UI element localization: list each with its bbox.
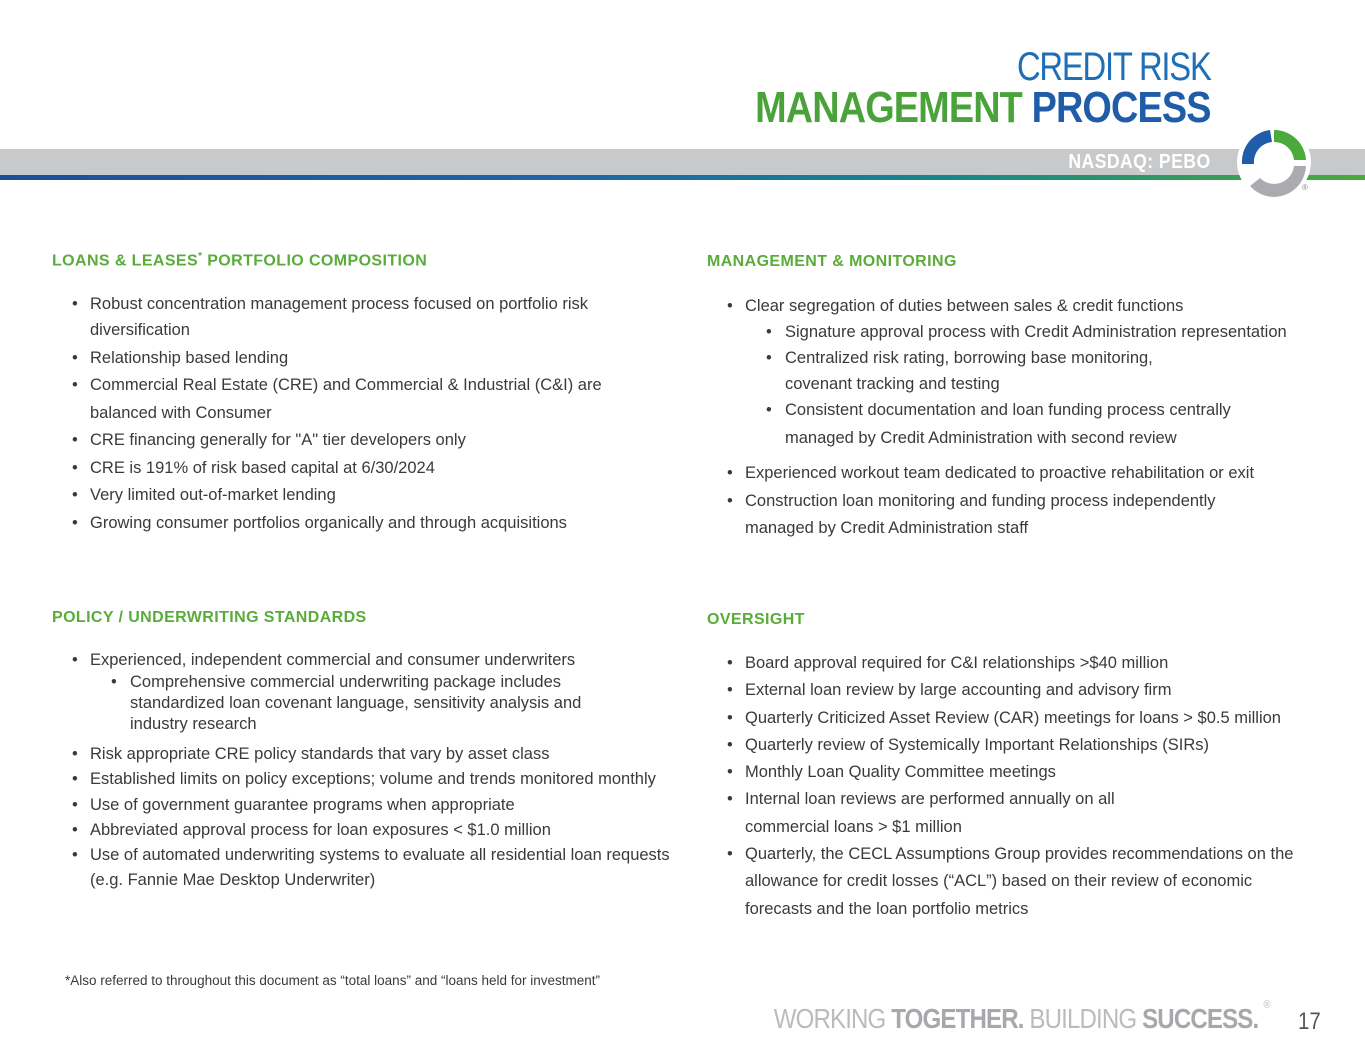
sub-list-item: • Signature approval process with Credit Administration representation xyxy=(745,319,1320,345)
list-item: • External loan review by large accounting and advisory firm xyxy=(707,677,1327,704)
policy-section-title: POLICY / UNDERWRITING STANDARDS xyxy=(52,609,367,626)
title-line-1: CREDIT RISK xyxy=(1017,45,1211,89)
management-section-title: MANAGEMENT & MONITORING xyxy=(707,253,957,270)
company-logo xyxy=(1230,124,1316,200)
policy-list xyxy=(52,648,712,894)
list-item: • Quarterly Criticized Asset Review (CAR) meetings for loans > $0.5 million xyxy=(707,705,1327,732)
sub-list-item: • Comprehensive commercial underwriting package includes standardized loan covenant language, sensitivity analysis and industry research xyxy=(90,672,590,735)
logo-icon xyxy=(1230,124,1316,200)
ticker-label: NASDAQ: PEBO xyxy=(1068,151,1211,173)
tagline xyxy=(774,999,1270,1035)
title-word-process: PROCESS xyxy=(1031,83,1211,132)
title-word-management: MANAGEMENT xyxy=(755,83,1023,132)
portfolio-title-mark: * xyxy=(198,251,203,262)
oversight-section-title: OVERSIGHT xyxy=(707,611,805,628)
logo-registered-mark: ® xyxy=(1302,183,1308,192)
list-item: • Growing consumer portfolios organically and through acquisitions xyxy=(52,510,652,538)
list-item: • CRE is 191% of risk based capital at 6/30/2024 xyxy=(52,455,652,483)
header-gradient-line xyxy=(0,175,1365,180)
sub-list-item: • Centralized risk rating, borrowing base monitoring, covenant tracking and testing xyxy=(745,345,1205,397)
list-item: • Risk appropriate CRE policy standards that vary by asset class xyxy=(52,742,712,767)
portfolio-title-main: LOANS & LEASES xyxy=(52,252,199,270)
list-item: • Construction loan monitoring and funding process independently managed by Credit Administration staff xyxy=(707,488,1285,543)
list-item: • Very limited out-of-market lending xyxy=(52,482,652,510)
list-item: • Quarterly review of Systemically Important Relationships (SIRs) xyxy=(707,732,1327,759)
list-item xyxy=(707,293,1327,452)
tagline-part: BUILDING xyxy=(1023,1003,1143,1034)
list-item: • CRE financing generally for "A" tier developers only xyxy=(52,427,652,455)
list-item: • Quarterly, the CECL Assumptions Group provides recommendations on the allowance for credit losses (“ACL”) based on their review of economic forecasts and the loan portfolio metrics xyxy=(707,841,1305,923)
portfolio-list xyxy=(52,291,652,537)
list-item: • Experienced workout team dedicated to proactive rehabilitation or exit xyxy=(707,460,1327,488)
title-line-2 xyxy=(755,83,1211,132)
list-item xyxy=(52,648,712,735)
tagline-part: WORKING xyxy=(774,1003,892,1034)
list-item: • Use of government guarantee programs when appropriate xyxy=(52,793,712,818)
list-item: • Relationship based lending xyxy=(52,345,652,371)
list-item: • Commercial Real Estate (CRE) and Commercial & Industrial (C&I) are balanced with Consumer xyxy=(52,372,652,427)
sub-list-item: • Consistent documentation and loan funding process centrally managed by Credit Administration with second review xyxy=(745,397,1285,452)
policy-sublist xyxy=(90,672,590,735)
list-item: • Established limits on policy exceptions; volume and trends monitored monthly xyxy=(52,767,712,792)
list-item: • Robust concentration management process focused on portfolio risk diversification xyxy=(52,291,652,343)
portfolio-title-rest: PORTFOLIO COMPOSITION xyxy=(202,252,428,270)
list-item: • Abbreviated approval process for loan exposures < $1.0 million xyxy=(52,818,712,843)
portfolio-section-title xyxy=(52,251,427,270)
oversight-list xyxy=(707,650,1327,923)
list-item: • Board approval required for C&I relationships >$40 million xyxy=(707,650,1327,677)
tagline-part-bold: TOGETHER. xyxy=(891,1003,1024,1034)
page-title xyxy=(681,45,1211,132)
footnote: *Also referred to throughout this document as “total loans” and “loans held for investment” xyxy=(65,973,601,988)
management-sublist xyxy=(745,319,1320,452)
tagline-part-bold: SUCCESS. xyxy=(1142,1003,1259,1034)
list-item-text: Experienced, independent commercial and consumer underwriters xyxy=(90,651,576,669)
page-number: 17 xyxy=(1298,1008,1321,1035)
management-list xyxy=(707,293,1327,543)
list-item: • Monthly Loan Quality Committee meetings xyxy=(707,759,1327,786)
list-item: • Internal loan reviews are performed annually on all commercial loans > $1 million xyxy=(707,786,1165,841)
list-item-text: Clear segregation of duties between sales & credit functions xyxy=(745,297,1184,315)
tagline-registered-mark: ® xyxy=(1263,999,1270,1011)
list-item: • Use of automated underwriting systems to evaluate all residential loan requests (e.g. Fannie Mae Desktop Underwriter) xyxy=(52,843,670,894)
